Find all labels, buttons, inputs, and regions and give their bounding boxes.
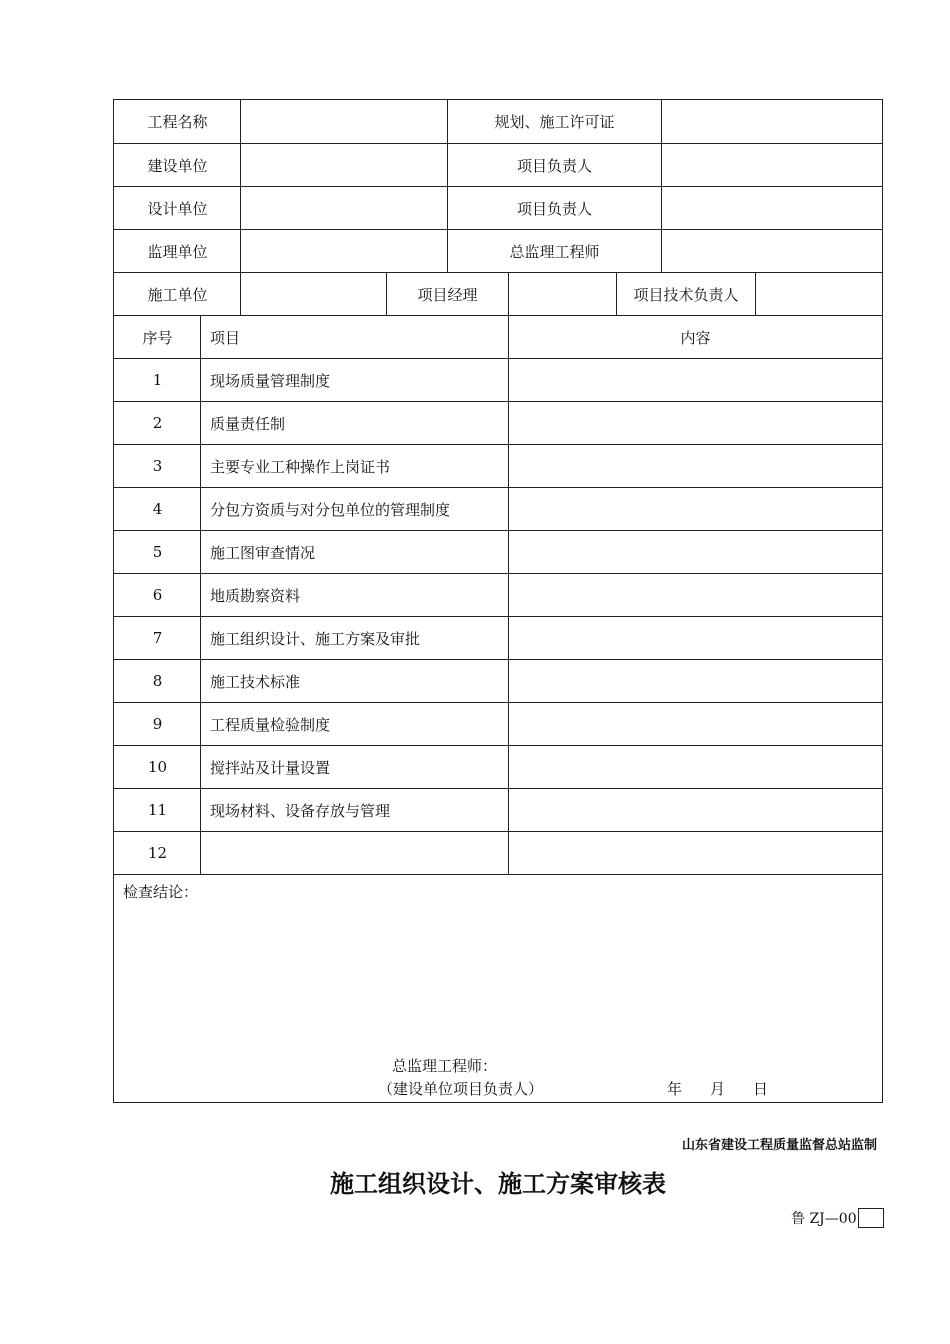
form-code-number-box[interactable] <box>858 1208 884 1228</box>
value-cell[interactable] <box>662 100 882 143</box>
content-cell[interactable] <box>509 789 882 831</box>
table-row <box>114 401 882 444</box>
item-cell: 质量责任制 <box>210 414 286 433</box>
header-row <box>114 186 882 229</box>
item-cell: 施工组织设计、施工方案及审批 <box>210 629 421 648</box>
form-code <box>791 1208 884 1228</box>
project-manager-label: 项目经理 <box>417 285 478 304</box>
seq-cell: 4 <box>152 500 163 518</box>
item-cell: 现场质量管理制度 <box>210 371 331 390</box>
content-cell[interactable] <box>509 574 882 616</box>
table-row <box>114 659 882 702</box>
form-code-text: 鲁 ZJ—00 <box>791 1211 857 1227</box>
field-label: 项目负责人 <box>516 156 592 175</box>
seq-cell: 9 <box>152 715 163 733</box>
item-cell: 搅拌站及计量设置 <box>210 758 331 777</box>
month-label: 月 <box>710 1080 726 1098</box>
conclusion-label: 检查结论： <box>123 883 199 901</box>
item-cell[interactable] <box>201 832 508 874</box>
content-cell[interactable] <box>509 488 882 530</box>
content-cell[interactable] <box>509 746 882 788</box>
value-cell[interactable] <box>662 144 882 186</box>
seq-cell: 1 <box>152 371 163 389</box>
seq-cell: 10 <box>147 758 168 776</box>
inspection-conclusion-section[interactable] <box>114 874 882 1102</box>
table-row <box>114 616 882 659</box>
content-cell[interactable] <box>509 402 882 444</box>
year-label: 年 <box>667 1080 683 1098</box>
field-label: 项目负责人 <box>516 199 592 218</box>
value-cell[interactable] <box>662 230 882 272</box>
row-label: 工程名称 <box>147 113 208 131</box>
table-row <box>114 358 882 401</box>
seq-cell: 11 <box>147 801 168 819</box>
seq-cell: 7 <box>152 629 163 647</box>
value-cell[interactable] <box>241 273 386 315</box>
table-row <box>114 487 882 530</box>
content-cell[interactable] <box>509 359 882 401</box>
tech-lead-label: 项目技术负责人 <box>633 285 739 304</box>
field-label: 总监理工程师 <box>509 242 600 261</box>
value-cell[interactable] <box>241 100 447 143</box>
items-header-row <box>114 315 882 358</box>
content-cell[interactable] <box>509 703 882 745</box>
issuer-text: 山东省建设工程质量监督总站监制 <box>681 1138 877 1153</box>
content-cell[interactable] <box>509 660 882 702</box>
form-title: 施工组织设计、施工方案审核表 <box>330 1169 666 1198</box>
item-cell: 分包方资质与对分包单位的管理制度 <box>210 500 451 519</box>
value-cell[interactable] <box>241 144 447 186</box>
table-row <box>114 831 882 874</box>
inspection-form-table <box>113 99 883 1103</box>
seq-cell: 8 <box>152 672 163 690</box>
seq-header: 序号 <box>142 328 173 347</box>
item-cell: 施工技术标准 <box>210 672 301 691</box>
item-cell: 地质勘察资料 <box>210 586 301 605</box>
value-cell[interactable] <box>756 273 882 315</box>
item-cell: 主要专业工种操作上岗证书 <box>210 457 391 476</box>
field-label: 规划、施工许可证 <box>494 113 615 131</box>
item-cell: 施工图审查情况 <box>210 543 316 562</box>
item-cell: 工程质量检验制度 <box>210 715 331 734</box>
content-cell[interactable] <box>509 832 882 874</box>
value-cell[interactable] <box>509 273 616 315</box>
chief-supervisor-signature-label: 总监理工程师： <box>392 1057 498 1075</box>
value-cell[interactable] <box>241 187 447 229</box>
row-label: 设计单位 <box>147 199 208 218</box>
table-row <box>114 702 882 745</box>
seq-cell: 3 <box>152 457 163 475</box>
item-header: 项目 <box>210 328 241 347</box>
item-cell: 现场材料、设备存放与管理 <box>210 801 391 820</box>
sign-date <box>667 1078 796 1099</box>
seq-cell: 2 <box>152 414 163 432</box>
content-cell[interactable] <box>509 617 882 659</box>
value-cell[interactable] <box>241 230 447 272</box>
value-cell[interactable] <box>662 187 882 229</box>
row-label: 监理单位 <box>147 242 208 261</box>
table-row <box>114 444 882 487</box>
content-cell[interactable] <box>509 445 882 487</box>
seq-cell: 6 <box>152 586 163 604</box>
owner-project-lead-label: （建设单位项目负责人） <box>378 1080 544 1098</box>
header-row <box>114 229 882 272</box>
row-label: 施工单位 <box>147 285 208 304</box>
header-row <box>114 143 882 186</box>
content-cell[interactable] <box>509 531 882 573</box>
table-row <box>114 745 882 788</box>
table-row <box>114 573 882 616</box>
seq-cell: 12 <box>147 844 168 862</box>
construction-unit-row <box>114 272 882 315</box>
table-row <box>114 788 882 831</box>
row-label: 建设单位 <box>147 156 208 175</box>
day-label: 日 <box>753 1080 769 1098</box>
content-header: 内容 <box>680 328 711 347</box>
table-row <box>114 530 882 573</box>
seq-cell: 5 <box>152 543 163 561</box>
header-row <box>114 100 882 143</box>
